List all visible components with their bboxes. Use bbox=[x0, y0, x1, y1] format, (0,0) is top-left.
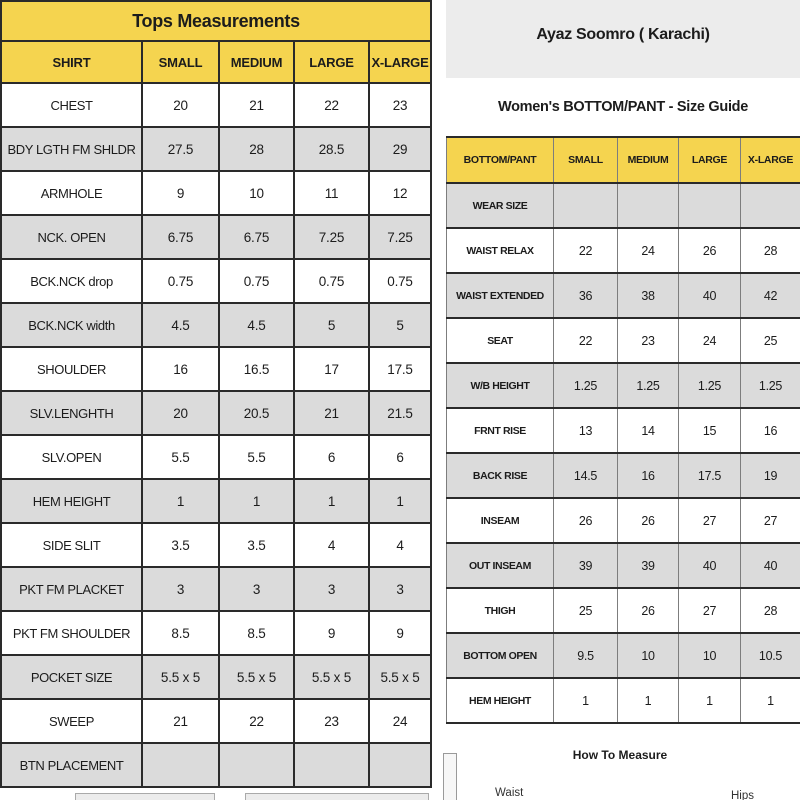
cell-value: 0.75 bbox=[142, 259, 219, 303]
cell-value: 9 bbox=[369, 611, 431, 655]
cell-value: 26 bbox=[618, 498, 679, 543]
table-row bbox=[1, 611, 431, 655]
cell-value: 4 bbox=[294, 523, 369, 567]
cell-value: 28.5 bbox=[294, 127, 369, 171]
table-row bbox=[447, 633, 800, 678]
cell-value: 40 bbox=[741, 543, 800, 588]
cell-value: 23 bbox=[294, 699, 369, 743]
cell-value: 22 bbox=[294, 83, 369, 127]
cell-value: 15 bbox=[679, 408, 741, 453]
cell-value: 40 bbox=[679, 543, 741, 588]
row-label: BOTTOM OPEN bbox=[447, 633, 554, 678]
cell-value: 27 bbox=[679, 588, 741, 633]
cell-value: 23 bbox=[618, 318, 679, 363]
cell-value: 3 bbox=[294, 567, 369, 611]
cell-value: 28 bbox=[741, 588, 800, 633]
cell-value bbox=[294, 743, 369, 787]
row-label: SEAT bbox=[447, 318, 554, 363]
cell-value bbox=[618, 183, 679, 228]
cell-value: 3 bbox=[369, 567, 431, 611]
cell-value: 1.25 bbox=[679, 363, 741, 408]
cell-value: 1 bbox=[618, 678, 679, 723]
cell-value: 13 bbox=[554, 408, 618, 453]
cell-value: 27 bbox=[741, 498, 800, 543]
cell-value: 24 bbox=[369, 699, 431, 743]
cell-value: 1.25 bbox=[618, 363, 679, 408]
cell-value: 19 bbox=[741, 453, 800, 498]
cell-value: 0.75 bbox=[219, 259, 294, 303]
cell-value: 4.5 bbox=[219, 303, 294, 347]
cell-value: 10 bbox=[618, 633, 679, 678]
table-row bbox=[1, 743, 431, 787]
cell-value: 38 bbox=[618, 273, 679, 318]
cell-value: 26 bbox=[618, 588, 679, 633]
cell-value: 17.5 bbox=[369, 347, 431, 391]
table-row bbox=[1, 83, 431, 127]
cell-value: 8.5 bbox=[142, 611, 219, 655]
cell-value: 20.5 bbox=[219, 391, 294, 435]
cell-value: 1 bbox=[679, 678, 741, 723]
row-label: HEM HEIGHT bbox=[447, 678, 554, 723]
cell-value: 5 bbox=[294, 303, 369, 347]
cell-value: 16 bbox=[142, 347, 219, 391]
waist-label: Waist bbox=[495, 787, 524, 799]
column-header-xlarge: X-LARGE bbox=[369, 41, 431, 83]
row-label: ARMHOLE bbox=[1, 171, 142, 215]
cell-value: 42 bbox=[741, 273, 800, 318]
row-label: WAIST EXTENDED bbox=[447, 273, 554, 318]
cell-value: 1 bbox=[369, 479, 431, 523]
cell-value: 8.5 bbox=[219, 611, 294, 655]
table-row bbox=[1, 215, 431, 259]
cell-value: 3.5 bbox=[219, 523, 294, 567]
cell-value: 26 bbox=[554, 498, 618, 543]
cell-value: 16 bbox=[618, 453, 679, 498]
cell-value: 3.5 bbox=[142, 523, 219, 567]
row-label: BCK.NCK drop bbox=[1, 259, 142, 303]
row-label: OUT INSEAM bbox=[447, 543, 554, 588]
tops-title-row bbox=[1, 1, 431, 41]
cell-value: 1 bbox=[741, 678, 800, 723]
cell-value: 6.75 bbox=[219, 215, 294, 259]
row-label: BDY LGTH FM SHLDR bbox=[1, 127, 142, 171]
table-row bbox=[1, 127, 431, 171]
cell-value: 27.5 bbox=[142, 127, 219, 171]
cell-value: 24 bbox=[618, 228, 679, 273]
measure-diagram-edge bbox=[443, 753, 457, 800]
row-label: SLV.OPEN bbox=[1, 435, 142, 479]
table-row bbox=[1, 303, 431, 347]
table-row bbox=[447, 228, 800, 273]
cell-value: 5.5 x 5 bbox=[219, 655, 294, 699]
cell-value bbox=[142, 743, 219, 787]
table-row bbox=[1, 567, 431, 611]
cell-value: 16 bbox=[741, 408, 800, 453]
hips-label: Hips bbox=[731, 790, 755, 800]
cell-value: 27 bbox=[679, 498, 741, 543]
cell-value: 3 bbox=[142, 567, 219, 611]
cell-value: 1 bbox=[219, 479, 294, 523]
column-header-large: LARGE bbox=[679, 137, 741, 183]
cell-value: 36 bbox=[554, 273, 618, 318]
column-header-small: SMALL bbox=[142, 41, 219, 83]
row-label: W/B HEIGHT bbox=[447, 363, 554, 408]
cell-value: 7.25 bbox=[294, 215, 369, 259]
table-row bbox=[1, 171, 431, 215]
table-row bbox=[447, 408, 800, 453]
bottom-pant-size-table bbox=[446, 136, 800, 724]
row-label: SWEEP bbox=[1, 699, 142, 743]
cell-value: 26 bbox=[679, 228, 741, 273]
cell-value: 21 bbox=[219, 83, 294, 127]
cell-value: 1 bbox=[294, 479, 369, 523]
table-row bbox=[447, 588, 800, 633]
cell-value: 28 bbox=[741, 228, 800, 273]
row-label: BACK RISE bbox=[447, 453, 554, 498]
cell-value: 23 bbox=[369, 83, 431, 127]
seller-title: Ayaz Soomro ( Karachi) bbox=[536, 26, 710, 43]
table-row bbox=[1, 347, 431, 391]
cell-value: 22 bbox=[219, 699, 294, 743]
cell-value: 25 bbox=[741, 318, 800, 363]
column-header-large: LARGE bbox=[294, 41, 369, 83]
table-row bbox=[447, 363, 800, 408]
cell-value: 11 bbox=[294, 171, 369, 215]
table-row bbox=[447, 273, 800, 318]
column-header-medium: MEDIUM bbox=[219, 41, 294, 83]
cell-value: 10 bbox=[219, 171, 294, 215]
row-label: BTN PLACEMENT bbox=[1, 743, 142, 787]
row-label: BCK.NCK width bbox=[1, 303, 142, 347]
cell-value: 10 bbox=[679, 633, 741, 678]
cell-value: 28 bbox=[219, 127, 294, 171]
cell-value bbox=[369, 743, 431, 787]
cell-value: 40 bbox=[679, 273, 741, 318]
cell-value: 17.5 bbox=[679, 453, 741, 498]
cell-value: 25 bbox=[554, 588, 618, 633]
tops-header-row bbox=[1, 41, 431, 83]
tops-table-title: Tops Measurements bbox=[1, 1, 431, 41]
table-row bbox=[1, 259, 431, 303]
cell-value: 5.5 bbox=[142, 435, 219, 479]
cell-value: 22 bbox=[554, 228, 618, 273]
table-row bbox=[1, 479, 431, 523]
table-row bbox=[447, 183, 800, 228]
cell-value: 5.5 x 5 bbox=[294, 655, 369, 699]
cell-value: 0.75 bbox=[294, 259, 369, 303]
cell-value: 14 bbox=[618, 408, 679, 453]
cell-value: 12 bbox=[369, 171, 431, 215]
row-label: CHEST bbox=[1, 83, 142, 127]
cell-value: 29 bbox=[369, 127, 431, 171]
cell-value: 1 bbox=[142, 479, 219, 523]
column-header-small: SMALL bbox=[554, 137, 618, 183]
column-header-bottom-pant: BOTTOM/PANT bbox=[447, 137, 554, 183]
cell-value: 1 bbox=[554, 678, 618, 723]
pant-header-row bbox=[447, 137, 800, 183]
table-row bbox=[1, 523, 431, 567]
cell-value: 20 bbox=[142, 391, 219, 435]
row-label: PKT FM SHOULDER bbox=[1, 611, 142, 655]
cropped-next-row-cell bbox=[245, 793, 429, 800]
table-row bbox=[447, 543, 800, 588]
cell-value: 0.75 bbox=[369, 259, 431, 303]
table-row bbox=[447, 318, 800, 363]
cell-value: 21 bbox=[142, 699, 219, 743]
how-to-measure-heading: How To Measure bbox=[572, 748, 668, 762]
cell-value: 1.25 bbox=[554, 363, 618, 408]
cell-value: 5.5 x 5 bbox=[369, 655, 431, 699]
cell-value: 17 bbox=[294, 347, 369, 391]
table-row bbox=[447, 678, 800, 723]
cell-value: 6 bbox=[369, 435, 431, 479]
cell-value: 5.5 x 5 bbox=[142, 655, 219, 699]
cell-value: 14.5 bbox=[554, 453, 618, 498]
row-label: SHOULDER bbox=[1, 347, 142, 391]
row-label: THIGH bbox=[447, 588, 554, 633]
column-header-medium: MEDIUM bbox=[618, 137, 679, 183]
cell-value: 5 bbox=[369, 303, 431, 347]
cell-value bbox=[554, 183, 618, 228]
cell-value: 6.75 bbox=[142, 215, 219, 259]
table-row bbox=[447, 453, 800, 498]
row-label: HEM HEIGHT bbox=[1, 479, 142, 523]
cell-value: 39 bbox=[554, 543, 618, 588]
row-label: POCKET SIZE bbox=[1, 655, 142, 699]
column-header-shirt: SHIRT bbox=[1, 41, 142, 83]
table-row bbox=[1, 699, 431, 743]
cell-value: 9 bbox=[142, 171, 219, 215]
row-label: INSEAM bbox=[447, 498, 554, 543]
cell-value bbox=[741, 183, 800, 228]
row-label: SIDE SLIT bbox=[1, 523, 142, 567]
cell-value: 7.25 bbox=[369, 215, 431, 259]
cell-value: 9 bbox=[294, 611, 369, 655]
cell-value: 4 bbox=[369, 523, 431, 567]
cell-value: 21.5 bbox=[369, 391, 431, 435]
row-label: WEAR SIZE bbox=[447, 183, 554, 228]
cell-value: 1.25 bbox=[741, 363, 800, 408]
cell-value: 21 bbox=[294, 391, 369, 435]
table-row bbox=[1, 391, 431, 435]
table-row bbox=[1, 435, 431, 479]
cell-value: 5.5 bbox=[219, 435, 294, 479]
cell-value: 16.5 bbox=[219, 347, 294, 391]
size-guide-heading: Women's BOTTOM/PANT - Size Guide bbox=[497, 99, 749, 115]
cell-value: 10.5 bbox=[741, 633, 800, 678]
cell-value bbox=[679, 183, 741, 228]
cell-value bbox=[219, 743, 294, 787]
cell-value: 22 bbox=[554, 318, 618, 363]
row-label: FRNT RISE bbox=[447, 408, 554, 453]
column-header-xlarge: X-LARGE bbox=[741, 137, 800, 183]
row-label: WAIST RELAX bbox=[447, 228, 554, 273]
row-label: NCK. OPEN bbox=[1, 215, 142, 259]
cell-value: 20 bbox=[142, 83, 219, 127]
row-label: SLV.LENGHTH bbox=[1, 391, 142, 435]
cell-value: 4.5 bbox=[142, 303, 219, 347]
row-label: PKT FM PLACKET bbox=[1, 567, 142, 611]
cell-value: 3 bbox=[219, 567, 294, 611]
table-row bbox=[1, 655, 431, 699]
cropped-next-row-cell bbox=[75, 793, 215, 800]
cell-value: 24 bbox=[679, 318, 741, 363]
cell-value: 39 bbox=[618, 543, 679, 588]
cell-value: 9.5 bbox=[554, 633, 618, 678]
table-row bbox=[447, 498, 800, 543]
cell-value: 6 bbox=[294, 435, 369, 479]
